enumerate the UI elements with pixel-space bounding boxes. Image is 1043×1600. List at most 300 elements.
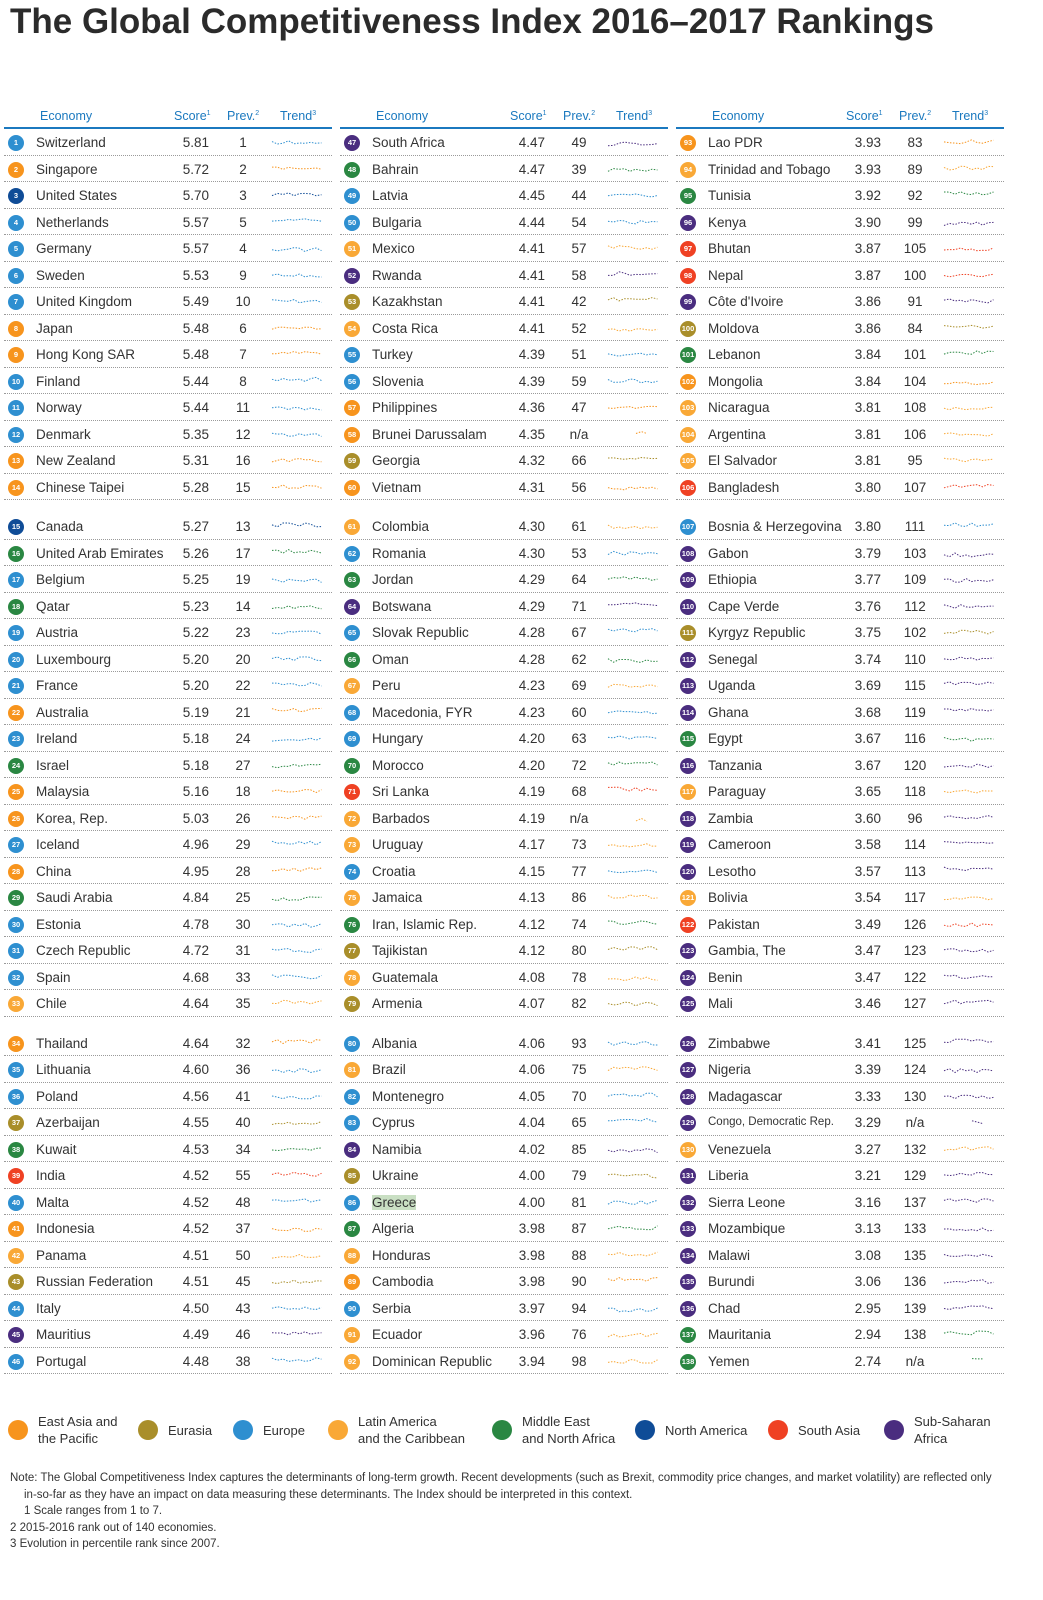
previous-rank: 45 xyxy=(235,1274,251,1289)
table-row xyxy=(4,672,332,699)
trend-sparkline xyxy=(942,1088,996,1104)
legend-swatch xyxy=(233,1420,253,1440)
previous-rank: 14 xyxy=(235,598,251,614)
table-row xyxy=(676,778,1004,805)
table-row xyxy=(676,288,1004,315)
trend-sparkline xyxy=(606,373,660,389)
table-row xyxy=(4,209,332,236)
trend-line xyxy=(944,922,994,926)
trend-line xyxy=(272,300,322,303)
previous-rank: 50 xyxy=(235,1247,251,1263)
economy-name: Moldova xyxy=(708,320,760,336)
table-row xyxy=(676,235,1004,262)
score-value: 5.16 xyxy=(182,784,209,799)
previous-rank: 138 xyxy=(903,1327,927,1342)
previous-rank: 60 xyxy=(571,704,587,720)
economy-name: Uganda xyxy=(708,678,756,693)
table-row xyxy=(676,209,1004,236)
previous-rank: 104 xyxy=(903,373,927,389)
previous-rank: 16 xyxy=(235,453,251,468)
score-value: 4.19 xyxy=(518,784,545,799)
table-row xyxy=(4,513,332,540)
economy-name: Panama xyxy=(36,1247,87,1263)
trend-line xyxy=(944,1039,994,1042)
table-row xyxy=(340,884,668,911)
rank-badge: 97 xyxy=(680,241,696,257)
economy-name: Greece xyxy=(372,1194,417,1210)
trend-line xyxy=(272,1000,322,1004)
trend-sparkline xyxy=(606,810,660,826)
table-row xyxy=(676,315,1004,342)
trend-sparkline xyxy=(270,863,324,879)
economy-name: Switzerland xyxy=(36,135,106,150)
economy-name: Chile xyxy=(36,996,67,1011)
previous-rank: 15 xyxy=(235,479,251,495)
rank-badge: 127 xyxy=(680,1062,696,1078)
table-row xyxy=(4,341,332,368)
economy-name: Indonesia xyxy=(36,1221,95,1236)
economy-name: Oman xyxy=(372,651,409,667)
score-value: 3.69 xyxy=(854,678,881,693)
trend-line xyxy=(944,381,994,384)
score-value: 3.33 xyxy=(854,1088,881,1104)
score-value: 4.15 xyxy=(518,863,545,879)
trend-sparkline xyxy=(606,1300,660,1316)
score-value: 4.50 xyxy=(182,1300,209,1316)
rank-badge: 138 xyxy=(680,1354,696,1370)
table-row xyxy=(676,964,1004,991)
table-row xyxy=(4,805,332,832)
previous-rank: 75 xyxy=(571,1062,587,1077)
table-row xyxy=(676,474,1004,501)
economy-name: Botswana xyxy=(372,598,432,614)
rank-badge: 120 xyxy=(680,864,696,880)
rank-badge: 45 xyxy=(8,1327,24,1343)
rank-badge: 58 xyxy=(344,427,360,443)
trend-sparkline xyxy=(606,320,660,336)
previous-rank: 123 xyxy=(903,943,927,958)
score-value: 5.72 xyxy=(182,161,209,177)
rank-badge: 27 xyxy=(8,837,24,853)
score-value: 4.17 xyxy=(518,837,545,852)
rank-badge: 6 xyxy=(8,268,24,284)
score-value: 4.28 xyxy=(518,651,545,667)
score-value: 4.08 xyxy=(518,969,545,985)
trend-line xyxy=(272,248,322,252)
rank-badge: 78 xyxy=(344,970,360,986)
trend-sparkline xyxy=(606,651,660,667)
economy-name: Ethiopia xyxy=(708,572,757,587)
economy-name: Spain xyxy=(36,969,71,985)
table-row xyxy=(340,235,668,262)
score-value: 3.39 xyxy=(854,1062,881,1077)
rank-badge: 79 xyxy=(344,996,360,1012)
rank-badge: 91 xyxy=(344,1327,360,1343)
table-row xyxy=(4,937,332,964)
score-value: 4.96 xyxy=(182,837,209,852)
previous-rank: 21 xyxy=(235,704,251,720)
economy-name: Bosnia & Herzegovina xyxy=(708,519,842,534)
trend-sparkline xyxy=(606,1141,660,1157)
trend-sparkline xyxy=(270,1247,324,1263)
rank-badge: 132 xyxy=(680,1195,696,1211)
economy-name: Portugal xyxy=(36,1353,87,1369)
economy-name: South Africa xyxy=(372,135,445,150)
rank-badge: 85 xyxy=(344,1168,360,1184)
table-row xyxy=(4,1242,332,1269)
score-value: 4.02 xyxy=(518,1141,545,1157)
rank-badge: 28 xyxy=(8,864,24,880)
rank-badge: 30 xyxy=(8,917,24,933)
economy-name: Hungary xyxy=(372,731,424,746)
previous-rank: 105 xyxy=(903,241,927,256)
economy-name: Austria xyxy=(36,625,79,640)
trend-sparkline xyxy=(942,187,996,203)
table-row xyxy=(676,156,1004,183)
trend-sparkline xyxy=(606,916,660,932)
rank-badge: 67 xyxy=(344,678,360,694)
trend-sparkline xyxy=(270,267,324,283)
trend-line xyxy=(272,352,322,355)
page-title: The Global Competitiveness Index 2016–2017 Rankings xyxy=(10,2,934,41)
score-value: 3.29 xyxy=(854,1115,881,1130)
trend-line xyxy=(944,1280,994,1284)
trend-sparkline xyxy=(942,836,996,852)
trend-sparkline xyxy=(606,545,660,561)
rank-badge: 31 xyxy=(8,943,24,959)
previous-rank: 38 xyxy=(235,1353,251,1369)
table-row xyxy=(4,1136,332,1163)
score-value: 4.31 xyxy=(518,479,545,495)
trend-line xyxy=(608,1359,658,1362)
previous-rank: 29 xyxy=(235,837,251,852)
header-prev-label: Prev. xyxy=(563,109,592,123)
header-score xyxy=(510,109,547,123)
trend-sparkline xyxy=(270,293,324,309)
rank-badge: 53 xyxy=(344,294,360,310)
economy-name: Kazakhstan xyxy=(372,294,443,309)
trend-line xyxy=(272,708,322,711)
trend-sparkline xyxy=(942,1061,996,1077)
trend-line xyxy=(944,764,994,767)
previous-rank: 66 xyxy=(571,453,587,468)
economy-name: Sri Lanka xyxy=(372,784,430,799)
trend-line xyxy=(272,377,322,381)
previous-rank: 9 xyxy=(239,267,247,283)
economy-name: Liberia xyxy=(708,1168,749,1183)
trend-sparkline xyxy=(942,373,996,389)
trend-sparkline xyxy=(270,969,324,985)
table-row xyxy=(340,619,668,646)
economy-name: Bolivia xyxy=(708,890,748,905)
table-row xyxy=(676,752,1004,779)
table-row xyxy=(4,315,332,342)
score-value: 4.41 xyxy=(518,320,545,336)
table-row xyxy=(340,1268,668,1295)
rank-badge: 4 xyxy=(8,215,24,231)
trend-sparkline xyxy=(606,187,660,203)
trend-line xyxy=(944,458,994,461)
trend-line xyxy=(608,629,658,632)
previous-rank: 36 xyxy=(235,1062,251,1077)
rank-badge: 77 xyxy=(344,943,360,959)
legend-swatch xyxy=(8,1420,28,1440)
trend-line xyxy=(944,351,994,354)
rank-badge: 92 xyxy=(344,1354,360,1370)
trend-sparkline xyxy=(270,571,324,587)
economy-name: Rwanda xyxy=(372,267,422,283)
score-value: 4.00 xyxy=(518,1194,545,1210)
rank-badge: 62 xyxy=(344,546,360,562)
trend-sparkline xyxy=(270,995,324,1011)
table-row xyxy=(4,858,332,885)
previous-rank: 20 xyxy=(235,651,251,667)
rank-badge: 12 xyxy=(8,427,24,443)
rank-badge: 90 xyxy=(344,1301,360,1317)
score-value: 4.41 xyxy=(518,294,545,309)
rank-badge: 76 xyxy=(344,917,360,933)
rank-badge: 60 xyxy=(344,480,360,496)
previous-rank: 17 xyxy=(235,545,251,561)
rank-badge: 84 xyxy=(344,1142,360,1158)
trend-line xyxy=(944,1198,994,1202)
table-row xyxy=(4,1109,332,1136)
note-text-2: in-so-far as they have an impact on data measuring these determinants. The Index should be interpreted in this context. xyxy=(24,1488,633,1501)
trend-line xyxy=(944,222,994,225)
table-row xyxy=(4,1030,332,1057)
table-row xyxy=(676,725,1004,752)
header-economy-label: Economy xyxy=(40,109,93,123)
previous-rank: 113 xyxy=(904,863,926,879)
table-row xyxy=(340,593,668,620)
previous-rank: 132 xyxy=(903,1141,927,1157)
table-row xyxy=(340,447,668,474)
legend-swatch xyxy=(492,1420,512,1440)
header-trend-label: Trend xyxy=(952,109,985,123)
previous-rank: 58 xyxy=(571,267,587,283)
score-value: 4.32 xyxy=(518,453,545,468)
legend-swatch xyxy=(328,1420,348,1440)
table-row xyxy=(340,831,668,858)
header-score xyxy=(846,109,883,123)
economy-name: Gabon xyxy=(708,545,749,561)
score-value: 4.28 xyxy=(518,625,545,640)
score-value: 4.30 xyxy=(518,519,545,534)
economy-name: Sweden xyxy=(36,267,85,283)
trend-sparkline xyxy=(606,571,660,587)
score-value: 3.81 xyxy=(854,453,881,468)
trend-sparkline xyxy=(606,267,660,283)
trend-sparkline xyxy=(606,704,660,720)
trend-sparkline xyxy=(942,1167,996,1183)
table-row xyxy=(4,368,332,395)
economy-name: Gambia, The xyxy=(708,943,786,958)
header-score-footnote: 1 xyxy=(542,109,547,117)
previous-rank: 34 xyxy=(235,1141,251,1157)
trend-line xyxy=(272,923,322,927)
economy-name: Croatia xyxy=(372,863,416,879)
previous-rank: 39 xyxy=(571,161,587,177)
trend-line xyxy=(608,1278,658,1282)
economy-name: Serbia xyxy=(372,1300,412,1316)
economy-name: Poland xyxy=(36,1088,79,1104)
trend-line xyxy=(608,1041,658,1044)
score-value: 5.57 xyxy=(182,214,209,230)
previous-rank: 112 xyxy=(904,598,926,614)
trend-line xyxy=(944,1305,994,1309)
legend-label xyxy=(522,1413,615,1447)
table-row xyxy=(676,1162,1004,1189)
previous-rank: 129 xyxy=(903,1168,927,1183)
rank-badge: 88 xyxy=(344,1248,360,1264)
rank-badge: 134 xyxy=(680,1248,696,1264)
trend-sparkline xyxy=(606,1167,660,1183)
score-value: 5.23 xyxy=(182,598,209,614)
trend-line xyxy=(944,248,994,251)
table-row xyxy=(676,566,1004,593)
economy-name: Mozambique xyxy=(708,1221,786,1236)
economy-name: Morocco xyxy=(372,757,424,773)
score-value: 3.98 xyxy=(518,1221,545,1236)
economy-name: Tanzania xyxy=(708,757,763,773)
table-row xyxy=(676,129,1004,156)
table-row xyxy=(676,858,1004,885)
rank-badge: 63 xyxy=(344,572,360,588)
previous-rank: 115 xyxy=(904,678,926,693)
score-value: 4.47 xyxy=(518,135,545,150)
rank-badge: 121 xyxy=(680,890,696,906)
trend-sparkline xyxy=(942,1220,996,1236)
economy-name: Romania xyxy=(372,545,427,561)
trend-line xyxy=(608,1148,658,1152)
trend-line xyxy=(608,658,658,662)
header-trend-label: Trend xyxy=(616,109,649,123)
economy-name: Sierra Leone xyxy=(708,1194,786,1210)
trend-sparkline xyxy=(270,187,324,203)
economy-name: Colombia xyxy=(372,519,430,534)
previous-rank: 4 xyxy=(239,241,247,256)
previous-rank: 103 xyxy=(903,545,927,561)
trend-line xyxy=(608,458,658,460)
header-economy xyxy=(376,109,428,123)
table-row xyxy=(676,646,1004,673)
rank-badge: 2 xyxy=(8,162,24,178)
trend-line xyxy=(944,192,994,195)
table-row xyxy=(4,1189,332,1216)
trend-line xyxy=(272,738,322,741)
trend-sparkline xyxy=(270,214,324,230)
legend-label-line: Europe xyxy=(263,1423,305,1438)
header-score-label: Score xyxy=(174,109,207,123)
trend-line xyxy=(944,1000,994,1004)
rank-badge: 14 xyxy=(8,480,24,496)
previous-rank: 37 xyxy=(235,1221,251,1236)
trend-sparkline xyxy=(606,1326,660,1342)
header-economy xyxy=(40,109,92,123)
trend-sparkline xyxy=(942,452,996,468)
trend-line xyxy=(944,842,994,844)
legend-label-line: South Asia xyxy=(798,1423,861,1438)
table-row xyxy=(340,964,668,991)
trend-line xyxy=(944,325,994,328)
economy-name: Jordan xyxy=(372,572,414,587)
rank-badge: 136 xyxy=(680,1301,696,1317)
trend-sparkline xyxy=(606,1088,660,1104)
rank-badge: 17 xyxy=(8,572,24,588)
economy-name: France xyxy=(36,678,79,693)
economy-name: Luxembourg xyxy=(36,651,112,667)
previous-rank: 23 xyxy=(235,625,251,640)
score-value: 3.60 xyxy=(854,810,881,826)
trend-line xyxy=(272,433,322,436)
economy-name: Benin xyxy=(708,969,743,985)
rank-badge: 93 xyxy=(680,135,696,151)
score-value: 3.65 xyxy=(854,784,881,799)
previous-rank: 78 xyxy=(571,969,587,985)
economy-name: Burundi xyxy=(708,1274,755,1289)
table-row xyxy=(340,858,668,885)
score-value: 5.20 xyxy=(182,651,209,667)
trend-line xyxy=(608,710,658,713)
score-value: 5.03 xyxy=(182,810,209,826)
previous-rank: 62 xyxy=(571,651,587,667)
previous-rank: 28 xyxy=(235,863,251,879)
economy-name: Bangladesh xyxy=(708,479,780,495)
previous-rank: 101 xyxy=(903,347,927,362)
previous-rank: 84 xyxy=(907,320,923,336)
trend-line xyxy=(272,141,322,144)
economy-name: Côte d'Ivoire xyxy=(708,294,784,309)
score-value: 3.68 xyxy=(854,704,881,720)
score-value: 5.18 xyxy=(182,731,209,746)
score-value: 3.06 xyxy=(854,1274,881,1289)
previous-rank: 110 xyxy=(904,651,926,667)
trend-line xyxy=(272,1122,322,1125)
score-value: 3.87 xyxy=(854,267,881,283)
score-value: 3.93 xyxy=(854,135,881,150)
trend-line xyxy=(972,1121,983,1124)
table-row xyxy=(676,540,1004,567)
previous-rank: 68 xyxy=(571,784,587,799)
trend-sparkline xyxy=(270,677,324,693)
economy-name: Senegal xyxy=(708,651,758,667)
trend-sparkline xyxy=(270,240,324,256)
previous-rank: 54 xyxy=(571,214,587,230)
table-row xyxy=(340,911,668,938)
trend-line xyxy=(272,1306,322,1309)
score-value: 5.70 xyxy=(182,188,209,203)
previous-rank: 117 xyxy=(904,890,926,905)
rankings-column-2 xyxy=(340,104,668,1374)
table-row xyxy=(340,752,668,779)
score-value: 4.36 xyxy=(518,400,545,415)
trend-line xyxy=(944,579,994,583)
trend-sparkline xyxy=(942,598,996,614)
table-row xyxy=(340,672,668,699)
trend-sparkline xyxy=(606,452,660,468)
rank-badge: 50 xyxy=(344,215,360,231)
trend-line xyxy=(944,815,994,818)
table-row xyxy=(676,831,1004,858)
table-row xyxy=(340,182,668,209)
trend-line xyxy=(608,947,658,950)
table-row xyxy=(4,725,332,752)
previous-rank: 107 xyxy=(903,479,927,495)
economy-name: Qatar xyxy=(36,598,70,614)
table-row xyxy=(4,911,332,938)
economy-name: Mexico xyxy=(372,241,415,256)
previous-rank: 55 xyxy=(235,1168,251,1183)
